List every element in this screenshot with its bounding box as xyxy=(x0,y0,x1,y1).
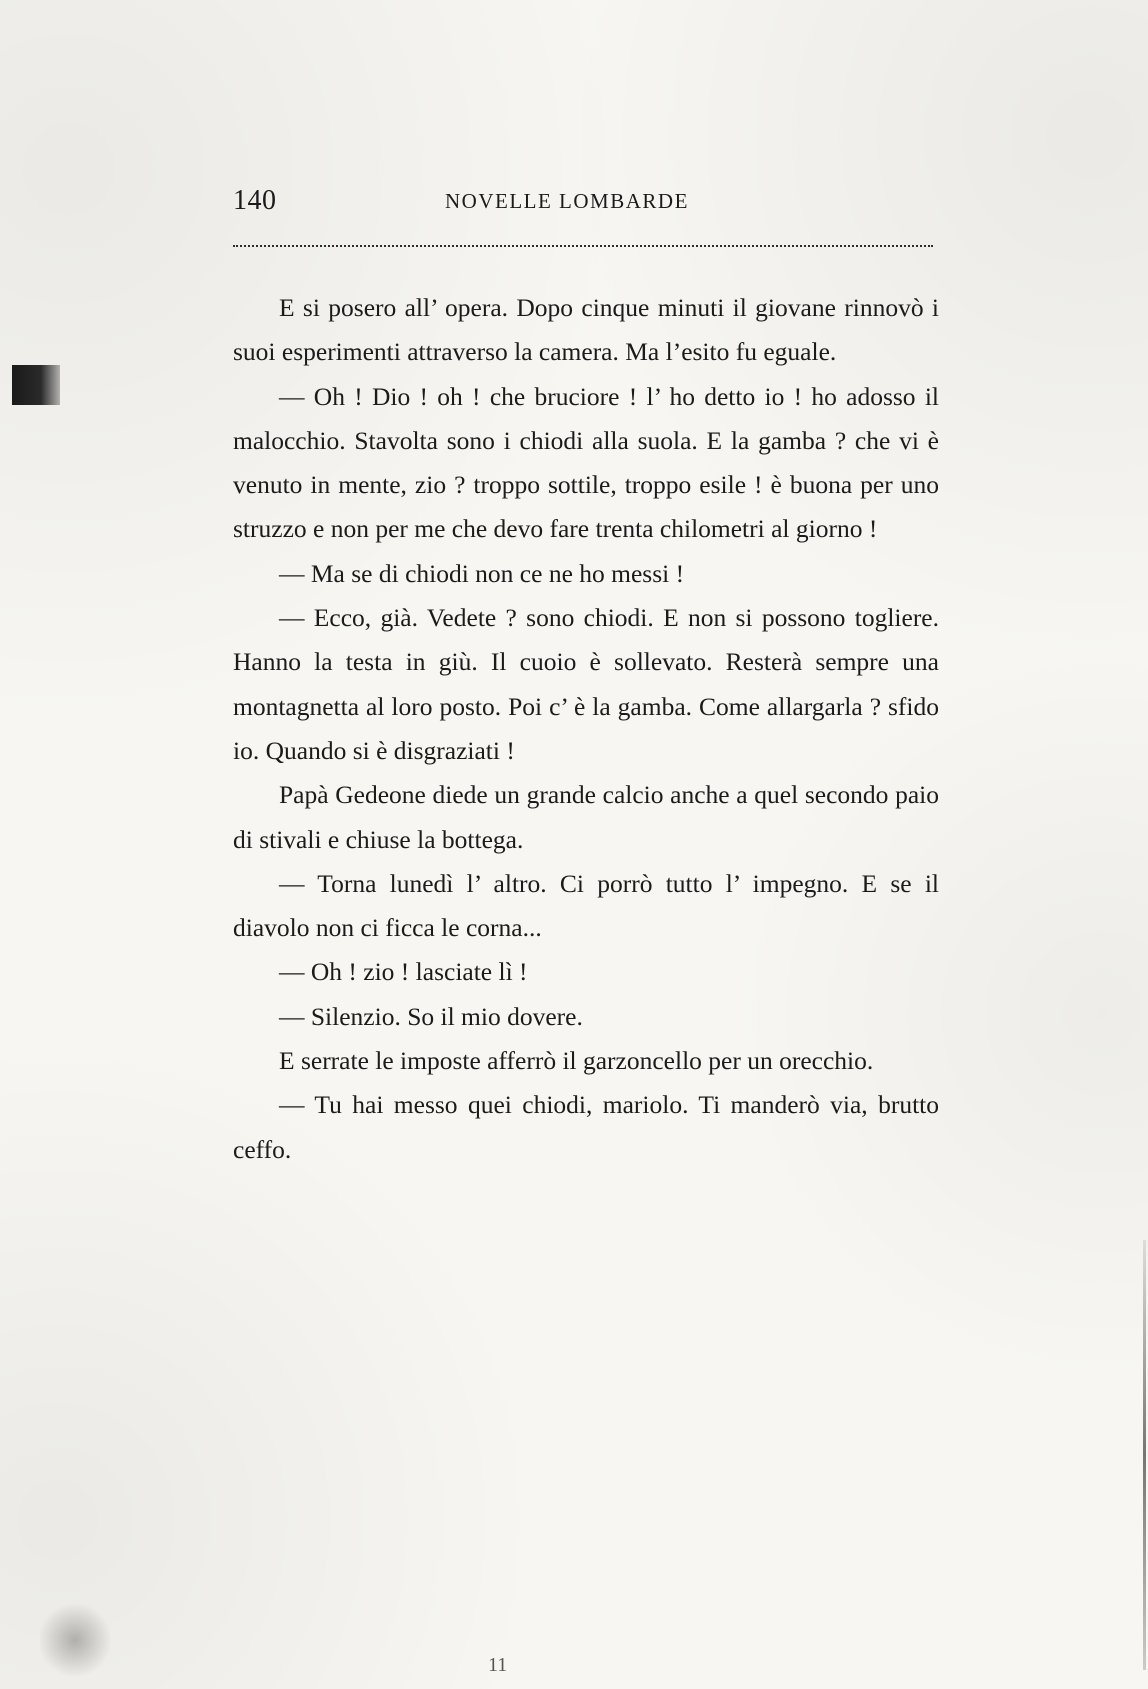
page-edge-shadow xyxy=(1143,1240,1146,1670)
body-text xyxy=(233,286,939,1172)
paragraph: E si posero all’ opera. Dopo cinque minuti il giovane rinnovò i suoi esperimenti attraverso la camera. Ma l’esito fu eguale. xyxy=(233,293,939,367)
folio-mark: 11 xyxy=(488,1654,508,1676)
paragraph: Papà Gedeone diede un grande calcio anche a quel secondo paio di stivali e chiuse la bottega. xyxy=(233,780,939,854)
page-header xyxy=(233,185,933,219)
paragraph: E serrate le imposte afferrò il garzoncello per un orecchio. xyxy=(279,1046,874,1076)
scan-binding-mark xyxy=(12,365,60,405)
paragraph: — Tu hai messo quei chiodi, mariolo. Ti manderò via, brutto ceffo. xyxy=(233,1090,939,1164)
header-rule xyxy=(233,245,933,247)
paragraph: — Silenzio. So il mio dovere. xyxy=(279,1001,583,1031)
paragraph: — Torna lunedì l’ altro. Ci porrò tutto l’ impegno. E se il diavolo non ci ficca le corna... xyxy=(233,868,939,943)
paragraph: — Oh ! Dio ! oh ! che bruciore ! l’ ho detto io ! ho adosso il malocchio. Stavolta sono i chiodi alla suola. E la gamba ? che vi è venuto in mente, zio ? troppo sottile, troppo esile ! è buona per uno struzzo e non per me che devo fare trenta chilometri al giorno ! xyxy=(233,381,939,544)
paragraph: — Ma se di chiodi non ce ne ho messi ! xyxy=(279,558,685,588)
scan-smudge xyxy=(40,1600,110,1680)
paragraph: — Ecco, già. Vedete ? sono chiodi. E non si possono togliere. Hanno la testa in giù. Il cuoio è sollevato. Resterà sempre una montagnetta al loro posto. Poi c’ è la gamba. Come allargarla ? sfido io. Quando si è disgraziati ! xyxy=(233,603,939,765)
page-number: 140 xyxy=(233,185,277,216)
paragraph: — Oh ! zio ! lasciate lì ! xyxy=(279,957,528,987)
running-title: NOVELLE LOMBARDE xyxy=(445,189,689,213)
